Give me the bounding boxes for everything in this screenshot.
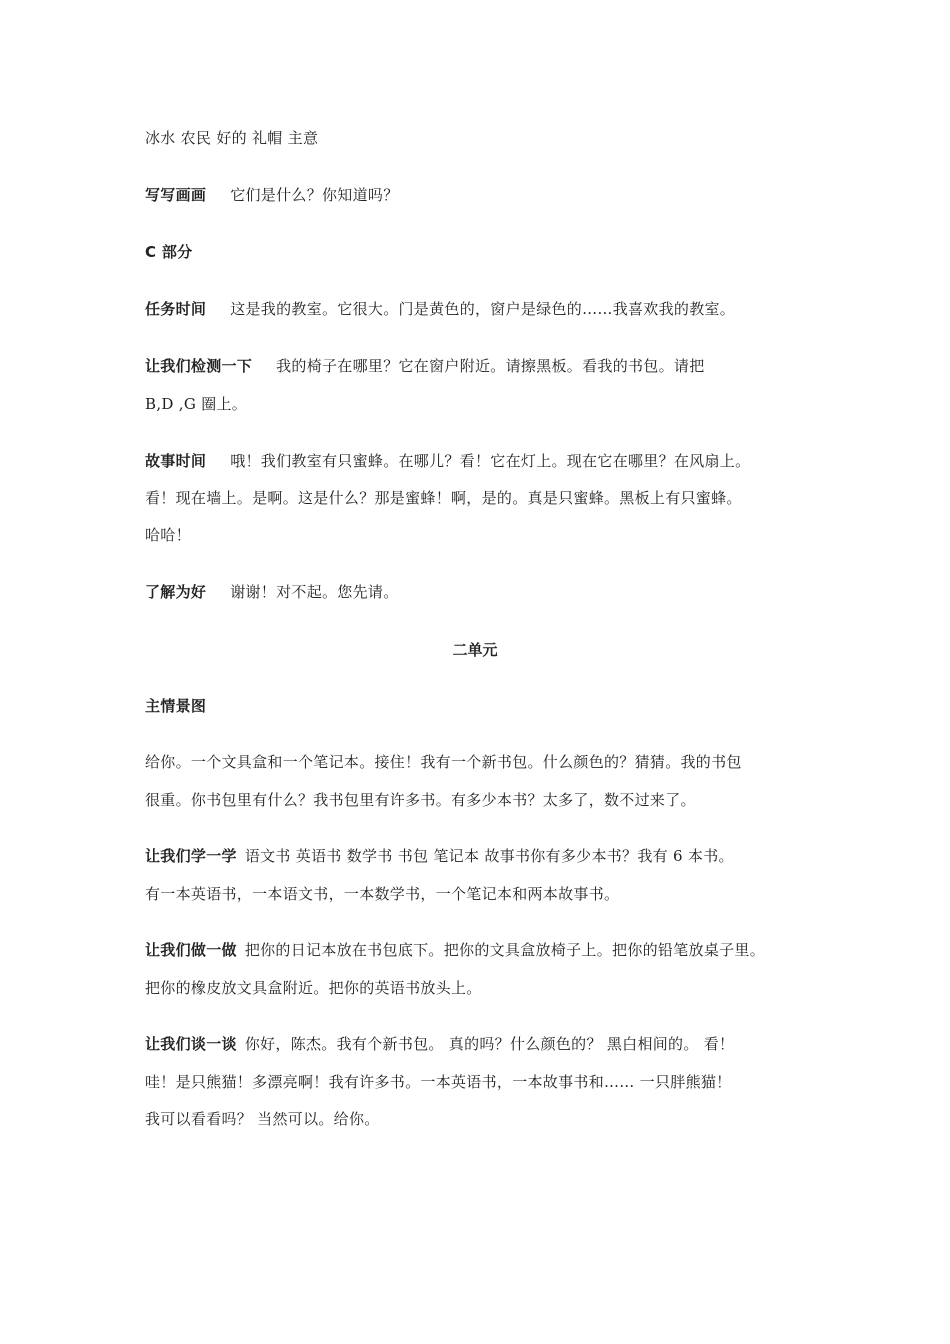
good-manners-text: 谢谢！对不起。您先请。 (230, 583, 399, 601)
good-manners-line (145, 582, 399, 602)
lets-learn-continuation (145, 884, 619, 904)
lets-talk-continuation-2 (145, 1109, 380, 1129)
lets-learn-text: 语文书 英语书 数学书 书包 笔记本 故事书你有多少本书？我有 6 本书。 (244, 847, 734, 865)
section-label-story-time: 故事时间 (145, 452, 207, 470)
lets-do-line (145, 940, 765, 960)
story-time-continuation-1 (145, 488, 742, 508)
lets-do-text: 把你的日记本放在书包底下。把你的文具盒放椅子上。把你的铅笔放桌子里。 (244, 941, 766, 959)
story-time-line (145, 451, 750, 471)
lets-check-text-cont: B,D ,G 圈上。 (145, 395, 248, 413)
section-label-write-draw: 写写画画 (145, 186, 207, 204)
lets-talk-text: 你好，陈杰。我有个新书包。 真的吗？什么颜色的？ 黑白相间的。 看！ (244, 1035, 735, 1053)
lets-talk-continuation-1 (145, 1072, 731, 1092)
lets-talk-line (145, 1034, 734, 1054)
section-label-good-manners: 了解为好 (145, 583, 207, 601)
lets-do-continuation (145, 978, 482, 998)
lets-check-continuation (145, 394, 247, 414)
write-draw-text: 它们是什么？你知道吗？ (230, 186, 399, 204)
lets-talk-text-cont-2: 我可以看看吗？ 当然可以。给你。 (145, 1110, 380, 1128)
section-label-task-time: 任务时间 (145, 300, 207, 318)
vocabulary-words: 冰水 农民 好的 礼帽 主意 (145, 129, 319, 147)
lets-do-text-cont: 把你的橡皮放文具盒附近。把你的英语书放头上。 (145, 979, 482, 997)
section-label-lets-do: 让我们做一做 (145, 941, 237, 959)
part-c-heading (145, 242, 192, 262)
unit-title: 二单元 (452, 641, 498, 659)
story-time-continuation-2 (145, 525, 191, 545)
task-time-text: 这是我的教室。它很大。门是黄色的，窗户是绿色的……我喜欢我的教室。 (230, 300, 736, 318)
write-draw-line (145, 185, 399, 205)
vocabulary-line (145, 128, 318, 148)
main-scene-text-1: 给你。一个文具盒和一个笔记本。接住！我有一个新书包。什么颜色的？猜猜。我的书包 (145, 753, 742, 771)
story-time-text-cont-2: 哈哈！ (145, 526, 191, 544)
story-time-text-cont-1: 看！现在墙上。是啊。这是什么？那是蜜蜂！啊，是的。真是只蜜蜂。黑板上有只蜜蜂。 (145, 489, 742, 507)
main-scene-text-2: 很重。你书包里有什么？我书包里有许多书。有多少本书？太多了，数不过来了。 (145, 791, 696, 809)
lets-check-text: 我的椅子在哪里？它在窗户附近。请擦黑板。看我的书包。请把 (276, 357, 705, 375)
lets-talk-text-cont-1: 哇！是只熊猫！多漂亮啊！我有许多书。一本英语书，一本故事书和…… 一只胖熊猫！ (145, 1073, 732, 1091)
document-page (145, 0, 835, 1344)
main-scene-paragraph-2 (145, 790, 696, 810)
lets-learn-text-cont: 有一本英语书，一本语文书，一本数学书，一个笔记本和两本故事书。 (145, 885, 620, 903)
section-label-lets-talk: 让我们谈一谈 (145, 1035, 237, 1053)
section-label-lets-check: 让我们检测一下 (145, 357, 253, 375)
lets-learn-line (145, 846, 734, 866)
main-scene-paragraph-1 (145, 752, 742, 772)
part-c-label: C 部分 (145, 243, 193, 261)
unit-title-row (145, 639, 805, 660)
main-scene-label: 主情景图 (145, 697, 207, 715)
task-time-line (145, 299, 735, 319)
story-time-text: 哦！我们教室有只蜜蜂。在哪儿？看！它在灯上。现在它在哪里？在风扇上。 (230, 452, 751, 470)
lets-check-line (145, 356, 705, 376)
section-label-lets-learn: 让我们学一学 (145, 847, 237, 865)
main-scene-heading (145, 696, 206, 716)
